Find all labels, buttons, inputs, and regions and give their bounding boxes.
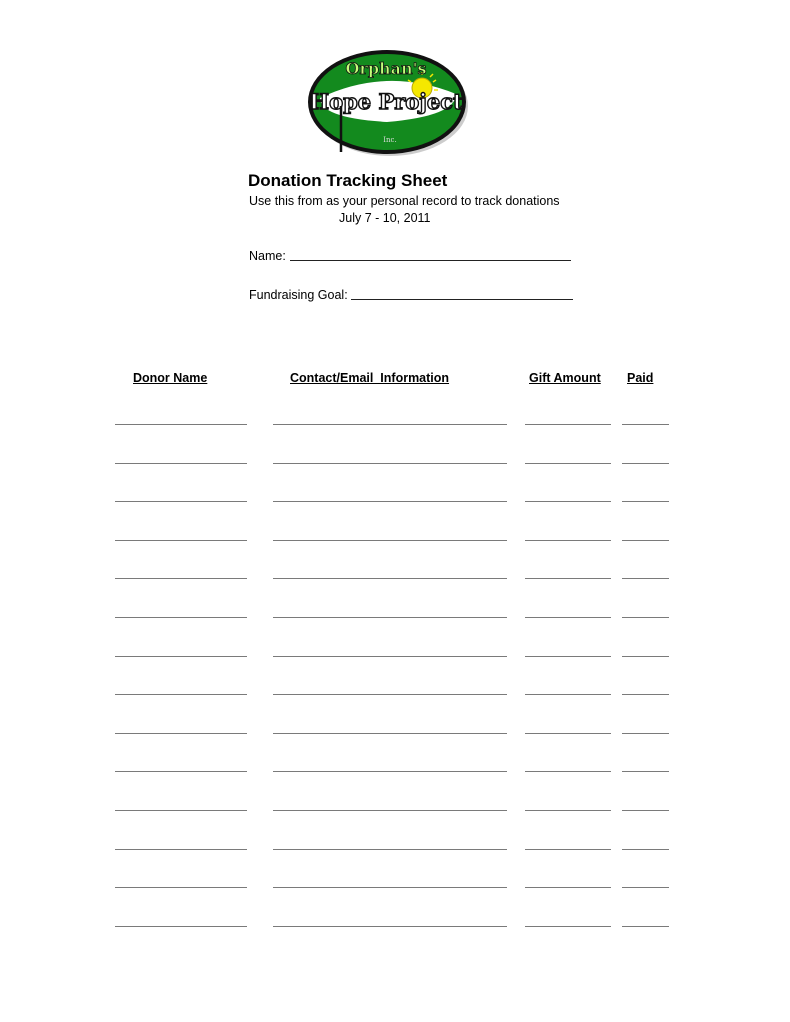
- gift-amount-field[interactable]: [525, 810, 611, 811]
- gift-amount-field[interactable]: [525, 424, 611, 425]
- paid-field[interactable]: [622, 810, 669, 811]
- donor-name-field[interactable]: [115, 810, 247, 811]
- fundraising-goal-field[interactable]: [351, 299, 573, 300]
- donor-name-field[interactable]: [115, 656, 247, 657]
- paid-field[interactable]: [622, 771, 669, 772]
- gift-amount-field[interactable]: [525, 617, 611, 618]
- paid-field[interactable]: [622, 849, 669, 850]
- donor-name-field[interactable]: [115, 501, 247, 502]
- donor-name-field[interactable]: [115, 617, 247, 618]
- gift-amount-field[interactable]: [525, 656, 611, 657]
- paid-field[interactable]: [622, 656, 669, 657]
- contact-field[interactable]: [273, 694, 507, 695]
- contact-field[interactable]: [273, 424, 507, 425]
- gift-amount-field[interactable]: [525, 694, 611, 695]
- donor-name-field[interactable]: [115, 540, 247, 541]
- page-subtitle: Use this from as your personal record to track donations: [249, 194, 560, 208]
- donor-name-field[interactable]: [115, 424, 247, 425]
- name-field[interactable]: [290, 260, 571, 261]
- column-header-gift-amount: Gift Amount: [529, 371, 601, 385]
- contact-field[interactable]: [273, 617, 507, 618]
- paid-field[interactable]: [622, 501, 669, 502]
- paid-field[interactable]: [622, 540, 669, 541]
- donor-name-field[interactable]: [115, 771, 247, 772]
- contact-field[interactable]: [273, 810, 507, 811]
- gift-amount-field[interactable]: [525, 849, 611, 850]
- donor-name-field[interactable]: [115, 578, 247, 579]
- gift-amount-field[interactable]: [525, 463, 611, 464]
- column-header-contact: Contact/Email Information: [290, 371, 450, 385]
- gift-amount-field[interactable]: [525, 926, 611, 927]
- column-header-donor-name: Donor Name: [133, 371, 208, 385]
- orphans-hope-project-logo: [306, 44, 472, 164]
- contact-field[interactable]: [273, 540, 507, 541]
- svg-text:Inc.: Inc.: [383, 136, 397, 144]
- paid-field[interactable]: [622, 424, 669, 425]
- paid-field[interactable]: [622, 617, 669, 618]
- gift-amount-field[interactable]: [525, 733, 611, 734]
- donor-name-field[interactable]: [115, 849, 247, 850]
- donor-name-field[interactable]: [115, 463, 247, 464]
- paid-field[interactable]: [622, 463, 669, 464]
- donor-name-field[interactable]: [115, 733, 247, 734]
- fundraising-goal-label: Fundraising Goal:: [249, 288, 348, 302]
- gift-amount-field[interactable]: [525, 771, 611, 772]
- gift-amount-field[interactable]: [525, 540, 611, 541]
- paid-field[interactable]: [622, 578, 669, 579]
- contact-field[interactable]: [273, 578, 507, 579]
- name-label: Name:: [249, 249, 286, 263]
- paid-field[interactable]: [622, 887, 669, 888]
- page-title: Donation Tracking Sheet: [248, 171, 448, 190]
- svg-text:Hope Project: Hope Project: [309, 89, 463, 114]
- logo-emblem-icon: [306, 44, 472, 164]
- donor-name-field[interactable]: [115, 887, 247, 888]
- svg-text:Orphan's: Orphan's: [345, 59, 427, 78]
- paid-field[interactable]: [622, 694, 669, 695]
- gift-amount-field[interactable]: [525, 501, 611, 502]
- contact-field[interactable]: [273, 501, 507, 502]
- contact-field[interactable]: [273, 849, 507, 850]
- event-dates: July 7 - 10, 2011: [339, 211, 431, 225]
- gift-amount-field[interactable]: [525, 887, 611, 888]
- paid-field[interactable]: [622, 733, 669, 734]
- donor-name-field[interactable]: [115, 926, 247, 927]
- contact-field[interactable]: [273, 887, 507, 888]
- contact-field[interactable]: [273, 656, 507, 657]
- donor-name-field[interactable]: [115, 694, 247, 695]
- contact-field[interactable]: [273, 771, 507, 772]
- paid-field[interactable]: [622, 926, 669, 927]
- contact-field[interactable]: [273, 463, 507, 464]
- contact-field[interactable]: [273, 733, 507, 734]
- gift-amount-field[interactable]: [525, 578, 611, 579]
- contact-field[interactable]: [273, 926, 507, 927]
- column-header-paid: Paid: [627, 371, 654, 385]
